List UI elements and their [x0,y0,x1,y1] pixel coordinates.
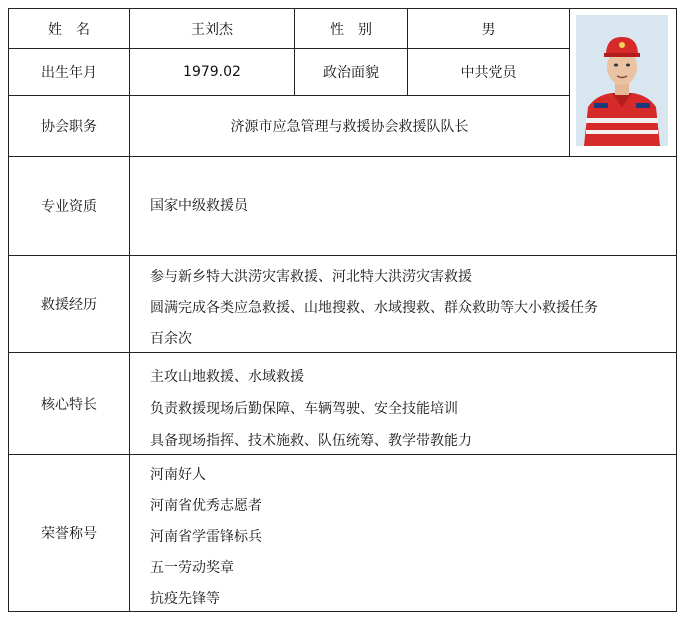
position-label: 协会职务 [41,119,97,135]
experience-content [150,262,598,355]
honors-item: 五一劳动奖章 [150,560,234,576]
rescuer-portrait-icon [576,15,668,146]
position-value: 济源市应急管理与救援协会救援队队长 [230,119,469,135]
skills-label: 核心特长 [41,396,97,413]
skills-content [150,361,472,457]
political-value: 中共党员 [460,65,517,81]
honors-item: 河南省学雷锋标兵 [150,529,262,545]
name-value: 王刘杰 [191,21,233,38]
table-border-right [676,8,677,612]
political-label: 政治面貌 [323,65,379,81]
honors-label: 荣誉称号 [41,526,97,542]
skills-item: 负责救援现场后勤保障、车辆驾驶、安全技能培训 [150,401,458,417]
experience-label: 救援经历 [41,297,97,313]
honors-item: 河南好人 [150,467,206,483]
table-border-bottom [8,611,677,612]
birth-label: 出生年月 [41,65,97,81]
gender-label: 性 别 [330,21,372,38]
skills-item: 主攻山地救援、水域救援 [150,369,304,385]
birth-value: 1979.02 [183,64,241,80]
honors-item: 抗疫先锋等 [150,591,220,607]
name-label: 姓 名 [48,21,90,38]
col-divider [569,8,570,157]
experience-item: 百余次 [150,331,192,347]
qualification-item: 国家中级救援员 [150,198,248,214]
honors-content [150,460,262,615]
experience-item: 圆满完成各类应急救援、山地搜救、水域搜救、群众救助等大小救援任务 [150,300,598,316]
qualification-content [150,196,248,216]
qualification-label: 专业资质 [41,199,97,215]
gender-value: 男 [481,21,496,38]
honors-item: 河南省优秀志愿者 [150,498,262,514]
profile-photo [576,15,668,146]
experience-item: 参与新乡特大洪涝灾害救援、河北特大洪涝灾害救援 [150,269,472,285]
skills-item: 具备现场指挥、技术施救、队伍统筹、教学带教能力 [150,433,472,449]
